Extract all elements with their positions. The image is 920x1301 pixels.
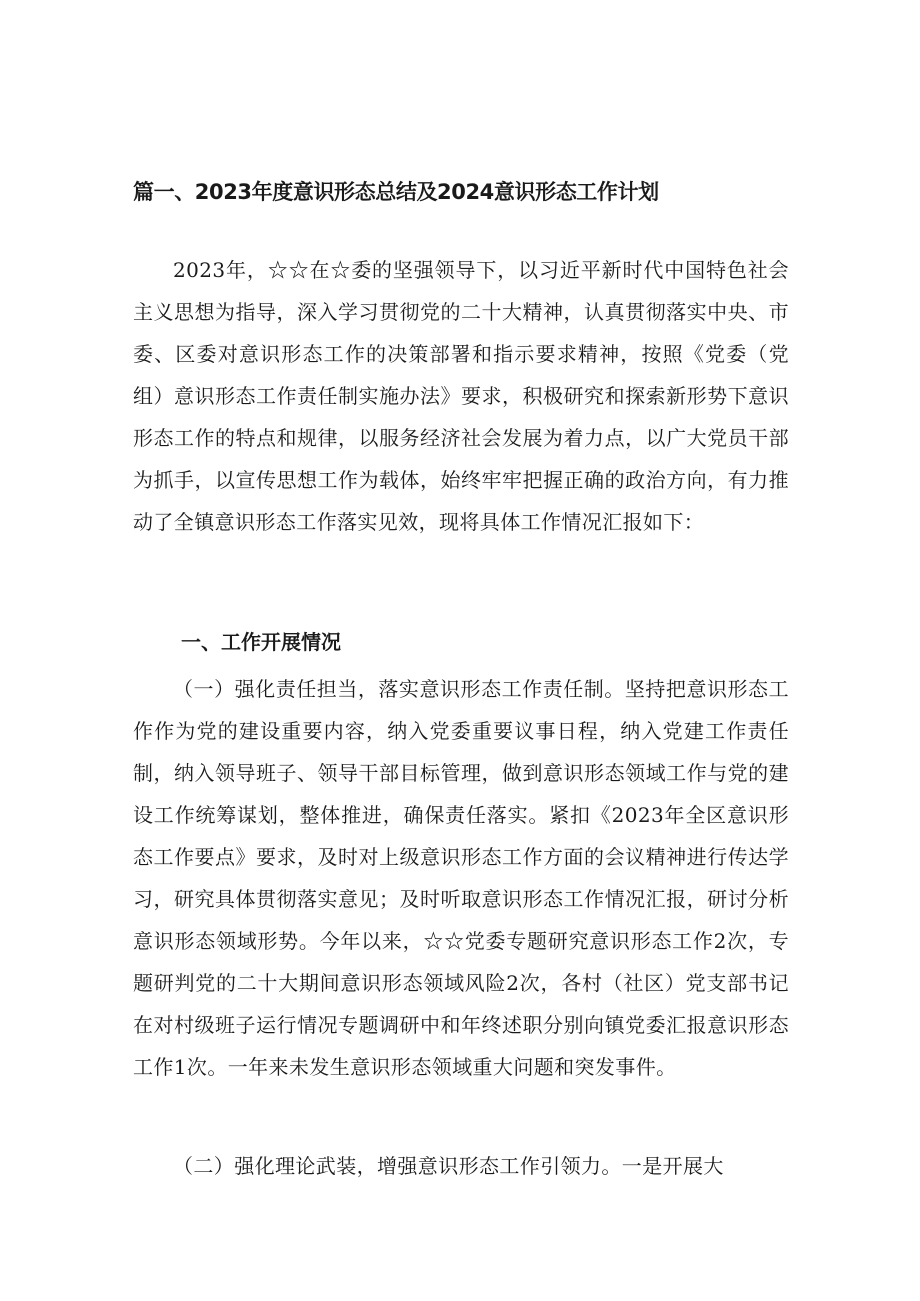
paragraph-responsibility: （一）强化责任担当，落实意识形态工作责任制。坚持把意识形态工作作为党的建设重要内容，纳入党委重要议事日程，纳入党建工作责任制，纳入领导班子、领导干部目标管理，做到意识形态领域工作与党的建设工作统筹谋划，整体推进，确保责任落实。紧扣《2023年全区意识形态工作要点》要求，及时对上级意识形态工作方面的会议精神进行传达学习，研究具体贯彻落实意见；及时听取意识形态工作情况汇报，研讨分析意识形态领域形势。今年以来，☆☆党委专题研究意识形态工作2次，专题研判党的二十大期间意识形态领域风险2次，各村（社区）党支部书记在对村级班子运行情况专题调研中和年终述职分别向镇党委汇报意识形态工作1次。一年来未发生意识形态领域重大问题和突发事件。 <box>133 677 789 1079</box>
document-title: 篇一、2023年度意识形态总结及2024意识形态工作计划 <box>133 180 659 204</box>
paragraph-theory: （二）强化理论武装，增强意识形态工作引领力。一是开展大 <box>173 1154 724 1178</box>
section-heading: 一、工作开展情况 <box>181 630 341 654</box>
intro-paragraph: 2023年，☆☆在☆委的坚强领导下，以习近平新时代中国特色社会主义思想为指导，深入学习贯彻党的二十大精神，认真贯彻落实中央、市委、区委对意识形态工作的决策部署和指示要求精神，按照《党委（党组）意识形态工作责任制实施办法》要求，积极研究和探索新形势下意识形态工作的特点和规律，以服务经济社会发展为着力点，以广大党员干部为抓手，以宣传思想工作为载体，始终牢牢把握正确的政治方向，有力推动了全镇意识形态工作落实见效，现将具体工作情况汇报如下： <box>133 258 789 534</box>
